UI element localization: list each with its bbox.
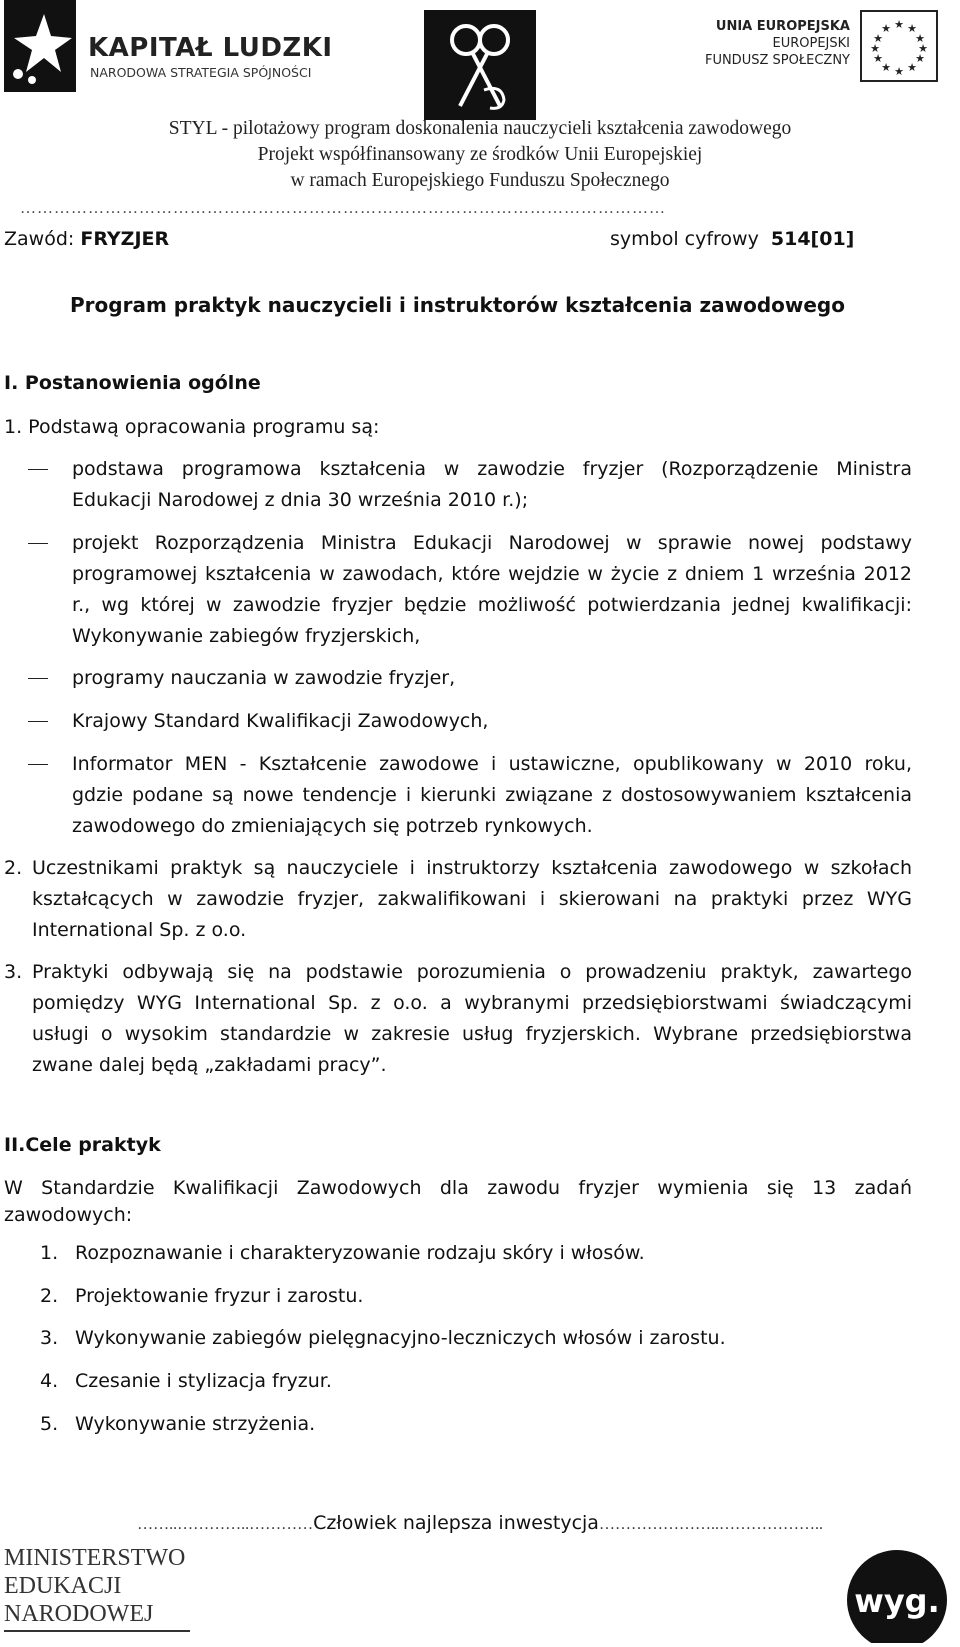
section-2-heading: II.Cele praktyk	[4, 1134, 161, 1156]
bullet-2-line-4: Wykonywanie zabiegów fryzjerskich,	[72, 625, 421, 647]
header-line-1: STYL - pilotażowy program doskonalenia nauczycieli kształcenia zawodowego	[168, 118, 792, 139]
bullet-2-line-2: programowej kształcenia w zawodach, które wejdzie w życie z dniem 1 września 2012	[72, 563, 912, 585]
task-5-number: 5.	[40, 1413, 59, 1435]
bullet-2-line-3: r., wg której w zawodzie fryzjer będzie możliwość potwierdzania jednej kwalifikacji:	[72, 594, 912, 616]
wyg-circle-icon	[842, 1548, 952, 1643]
point-3-line-3: usługi o wysokim standardzie w zakresie usług fryzjerskich. Wybrane przedsiębiorstwa	[32, 1023, 912, 1045]
section-1-point-1: 1. Podstawą opracowania programu są:	[4, 416, 380, 438]
eu-flag-icon	[860, 10, 938, 82]
men-line-2: EDUKACJI	[4, 1573, 122, 1599]
point-3-number: 3.	[4, 961, 23, 983]
bullet-4: Krajowy Standard Kwalifikacji Zawodowych,	[72, 710, 489, 732]
svg-text:★: ★	[873, 32, 883, 45]
task-2-number: 2.	[40, 1285, 59, 1307]
bullet-2-line-1: projekt Rozporządzenia Ministra Edukacji Narodowej w sprawie nowej podstawy	[72, 532, 912, 554]
symbol-value: 514[01]	[770, 228, 855, 250]
bullet-1-line-1: podstawa programowa kształcenia w zawodzie fryzjer (Rozporządzenie Ministra	[72, 458, 912, 480]
task-2-text: Projektowanie fryzur i zarostu.	[75, 1285, 364, 1307]
bullet-dash-2	[28, 543, 48, 544]
profession-value: FRYZJER	[80, 228, 170, 250]
svg-text:★: ★	[873, 52, 883, 65]
symbol-label: symbol cyfrowy	[610, 228, 759, 250]
svg-text:★: ★	[881, 22, 891, 35]
footer-slogan: Człowiek najlepsza inwestycja	[313, 1512, 599, 1534]
profession-label: Zawód:	[4, 228, 75, 250]
point-2-line-1: Uczestnikami praktyk są nauczyciele i instruktorzy kształcenia zawodowego w szkołach	[32, 857, 912, 879]
point-3-line-2: pomiędzy WYG International Sp. z o.o. a wybranymi przedsiębiorstwami świadczącymi	[32, 992, 912, 1014]
svg-text:★: ★	[915, 52, 925, 65]
section-2-intro-line-1: W Standardzie Kwalifikacji Zawodowych dla zawodu fryzjer wymienia się 13 zadań	[4, 1177, 912, 1199]
men-line-1: MINISTERSTWO	[4, 1545, 186, 1571]
task-3-number: 3.	[40, 1327, 59, 1349]
section-2-intro-line-2: zawodowych:	[4, 1204, 133, 1226]
bullet-dash-4	[28, 721, 48, 722]
task-1-text: Rozpoznawanie i charakteryzowanie rodzaju skóry i włosów.	[75, 1242, 645, 1264]
point-2-line-3: International Sp. z o.o.	[32, 919, 247, 941]
wyg-logo-text: wyg.	[854, 1582, 940, 1620]
kapital-ludzki-subtitle: NARODOWA STRATEGIA SPÓJNOŚCI	[90, 65, 312, 80]
header-line-2: Projekt współfinansowany ze środków Unii Europejskiej	[257, 144, 703, 165]
bullet-dash-1	[28, 469, 48, 470]
scissors-icon	[424, 10, 536, 120]
bullet-5-line-2: gdzie podane są nowe tendencje i kierunki związane z dostosowywaniem kształcenia	[72, 784, 912, 806]
styl-logo	[424, 10, 536, 120]
point-3-line-1: Praktyki odbywają się na podstawie porozumienia o prowadzeniu praktyk, zawartego	[32, 961, 912, 983]
kapital-ludzki-title: KAPITAŁ LUDZKI	[88, 33, 333, 63]
wyg-logo	[842, 1548, 952, 1643]
svg-text:★: ★	[907, 61, 917, 74]
header-line-3: w ramach Europejskiego Funduszu Społecznego	[290, 170, 670, 191]
men-underline	[4, 1630, 190, 1632]
eu-line-2: EUROPEJSKI	[772, 36, 850, 51]
svg-text:★: ★	[907, 22, 917, 35]
document-title: Program praktyk nauczycieli i instruktorów kształcenia zawodowego	[70, 293, 845, 317]
eu-stars-icon	[862, 12, 936, 80]
bullet-5-line-3: zawodowego do zmieniających się potrzeb rynkowych.	[72, 815, 593, 837]
task-4-number: 4.	[40, 1370, 59, 1392]
svg-text:★: ★	[918, 42, 928, 55]
footer-slogan-row	[0, 1512, 960, 1534]
footer-dots-right: …………………..………………..	[598, 1516, 823, 1533]
svg-text:★: ★	[870, 42, 880, 55]
svg-text:★: ★	[881, 61, 891, 74]
point-2-number: 2.	[4, 857, 23, 879]
men-logo	[4, 1544, 190, 1632]
svg-text:★: ★	[894, 65, 904, 78]
symbol-row	[610, 228, 854, 250]
kapital-ludzki-star-logo	[4, 0, 76, 92]
men-line-3: NARODOWEJ	[4, 1601, 154, 1627]
point-3-line-4: zwane dalej będą „zakładami pracy”.	[32, 1054, 387, 1076]
star-icon	[4, 0, 76, 92]
section-1-heading: I. Postanowienia ogólne	[4, 372, 261, 394]
task-1-number: 1.	[40, 1242, 59, 1264]
bullet-3: programy nauczania w zawodzie fryzjer,	[72, 667, 456, 689]
task-4-text: Czesanie i stylizacja fryzur.	[75, 1370, 332, 1392]
svg-text:★: ★	[894, 18, 904, 31]
footer-dots-left: ……..…………..…………	[137, 1516, 314, 1533]
svg-text:★: ★	[915, 32, 925, 45]
eu-logo-text	[672, 18, 850, 69]
bullet-dash-3	[28, 678, 48, 679]
task-5-text: Wykonywanie strzyżenia.	[75, 1413, 316, 1435]
eu-line-3: FUNDUSZ SPOŁECZNY	[704, 53, 850, 68]
header-dotted-line: ……………………………………………………………………………………………………	[20, 200, 666, 217]
task-3-text: Wykonywanie zabiegów pielęgnacyjno-leczniczych włosów i zarostu.	[75, 1327, 726, 1349]
bullet-5-line-1: Informator MEN - Kształcenie zawodowe i ustawiczne, opublikowany w 2010 roku,	[72, 753, 912, 775]
profession-row	[4, 228, 169, 250]
point-2-line-2: kształcących w zawodzie fryzjer, zakwalifikowani i skierowani na praktyki przez WYG	[32, 888, 912, 910]
eu-line-1: UNIA EUROPEJSKA	[715, 19, 850, 34]
bullet-1-line-2: Edukacji Narodowej z dnia 30 września 2010 r.);	[72, 489, 529, 511]
bullet-dash-5	[28, 764, 48, 765]
